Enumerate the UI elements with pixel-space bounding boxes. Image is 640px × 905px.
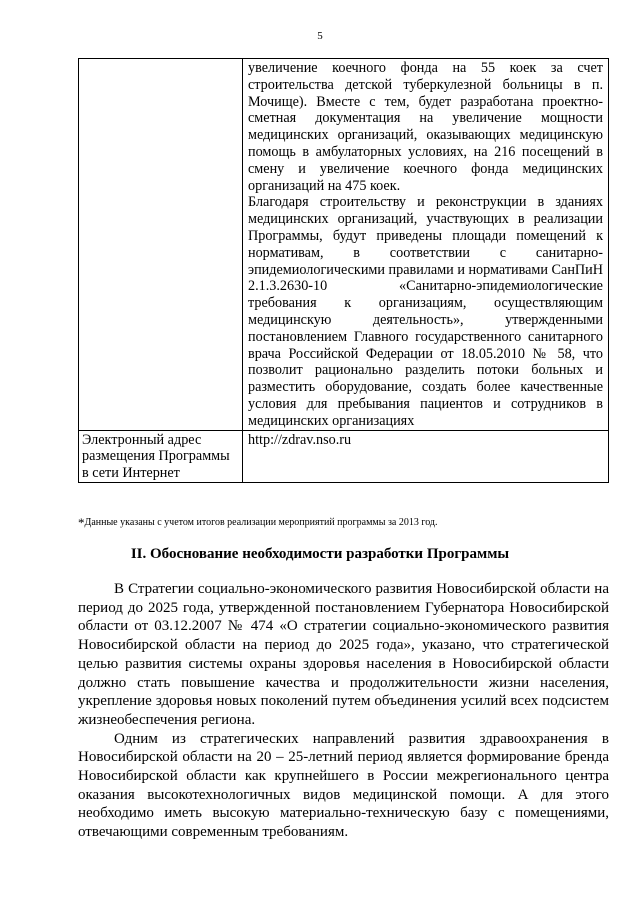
table-cell-description bbox=[243, 59, 609, 431]
table-row bbox=[79, 430, 609, 482]
body-paragraph-2: Одним из стратегических направлений развития здравоохранения в Новосибирской области на 20 – 25-летний период является формирование бренда Новосибирской области как крупнейшего в России межрегионального центра оказания высокотехнологичных видов медицинской помощи. А для этого необходимо иметь высокую материально-техническую базу с помещениями, отвечающими современным требованиям. bbox=[78, 730, 609, 841]
description-paragraph-1: увеличение коечного фонда на 55 коек за счет строительства детской туберкулезной больницы в п. Мочище). Вместе с тем, будет разработана проектно-сметная документация на увеличение мощности медицинских организаций, оказывающих медицинскую помощь в амбулаторных условиях, на 216 посещений в смену и увеличение коечного фонда медицинских организаций на 475 коек. bbox=[248, 60, 603, 194]
footnote-marker: * bbox=[78, 515, 85, 530]
table-cell-label: Электронный адрес размещения Программы в сети Интернет bbox=[79, 430, 243, 482]
footnote-text: Данные указаны с учетом итогов реализации мероприятий программы за 2013 год. bbox=[84, 517, 438, 528]
body-paragraph-1: В Стратегии социально-экономического развития Новосибирской области на период до 2025 года, утвержденной постановлением Губернатора Новосибирской области от 03.12.2007 № 474 «О стратегии социально-экономического развития Новосибирской области на период до 2025 года», указано, что стратегической целью развития системы охраны здоровья населения в Новосибирской области должно стать повышение качества и продолжительности жизни населения, укрепление здоровья новых поколений путем объединения усилий всех подсистем жизнеобеспечения региона. bbox=[78, 581, 609, 728]
table-row bbox=[79, 59, 609, 431]
section-title: II. Обоснование необходимости разработки Программы bbox=[130, 546, 510, 562]
page-number: 5 bbox=[317, 30, 323, 42]
table-cell-url: http://zdrav.nso.ru bbox=[243, 430, 609, 482]
program-passport-table bbox=[78, 58, 609, 483]
table-cell-empty bbox=[79, 59, 243, 431]
footnote bbox=[78, 515, 618, 531]
description-paragraph-2: Благодаря строительству и реконструкции в зданиях медицинских организаций, участвующих в реализации Программы, будут приведены площади помещений к нормативам, в соответствии с санитарно-эпидемиологическими правилами и нормативами СанПиН 2.1.3.2630-10 «Санитарно-эпидемиологические требования к организациям, осуществляющим медицинскую деятельность», утвержденными постановлением Главного государственного санитарного врача Российской Федерации от 18.05.2010 № 58, что позволит рационально разделить потоки больных и разместить оборудование, создать более качественные условия для пребывания пациентов и сотрудников в медицинских организациях bbox=[248, 194, 603, 429]
body-text bbox=[78, 580, 609, 842]
